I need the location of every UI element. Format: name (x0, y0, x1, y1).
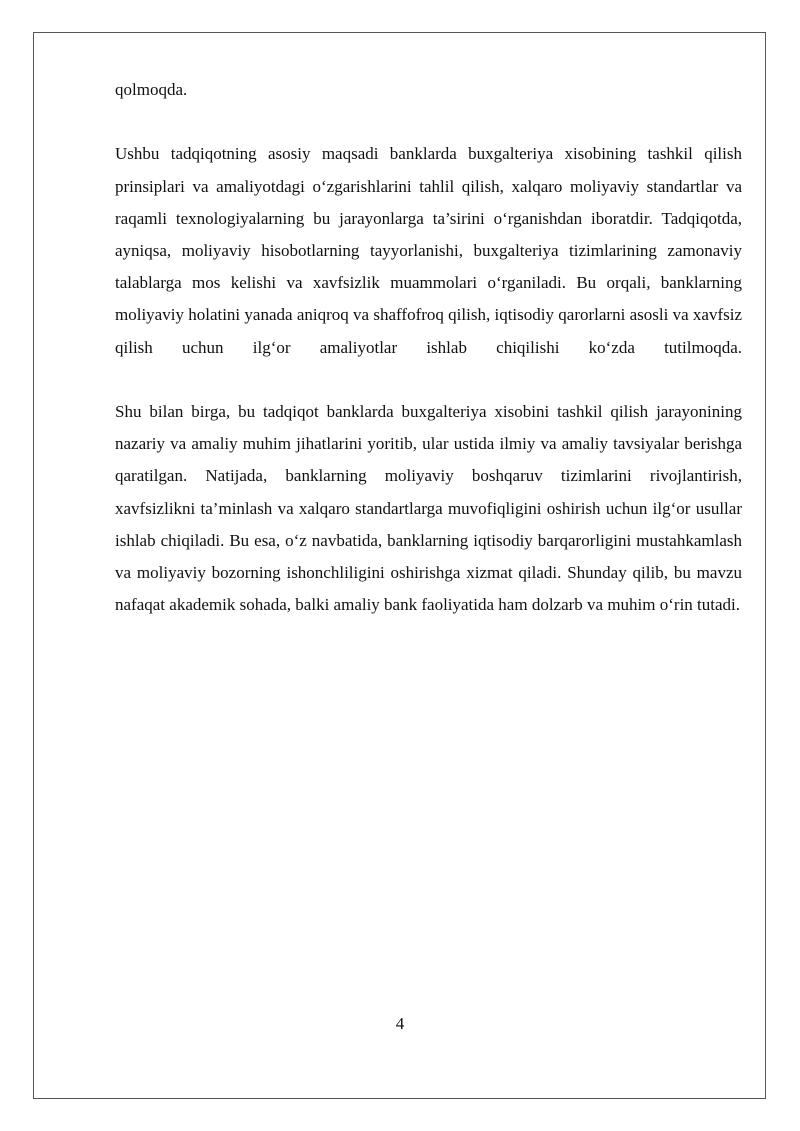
document-body (115, 74, 742, 621)
continuation-text: qolmoqda. (115, 80, 188, 99)
page-number: 4 (395, 1014, 405, 1033)
paragraph-research-scope: Shu bilan birga, bu tadqiqot banklarda buxgalteriya xisobini tashkil qilish jarayonining nazariy va amaliy muhim jihatlarini yoritib, ular ustida ilmiy va amaliy tavsiyalar berishga qaratilgan. Natijada, banklarning moliyaviy boshqaruv tizimlarini rivojlantirish, xavfsizlikni ta’minlash va xalqaro standartlarga muvofiqligini oshirish uchun ilg‘or usullar ishlab chiqiladi. Bu esa, o‘z navbatida, banklarning iqtisodiy barqarorligini mustahkamlash va moliyaviy bozorning ishonchliligini oshirishga xizmat qiladi. Shunday qilib, bu mavzu nafaqat akademik sohada, balki amaliy bank faoliyatida ham dolzarb va muhim o‘rin tutadi. (115, 402, 742, 615)
paragraph-gap (115, 364, 742, 396)
paragraph-research-goal: Ushbu tadqiqotning asosiy maqsadi banklarda buxgalteriya xisobining tashkil qilish prinsiplari va amaliyotdagi o‘zgarishlarini tahlil qilish, xalqaro moliyaviy standartlar va raqamli texnologiyalarning bu jarayonlarga ta’sirini o‘rganishdan iboratdir. Tadqiqotda, ayniqsa, moliyaviy hisobotlarning tayyorlanishi, buxgalteriya tizimlarining zamonaviy talablarga mos kelishi va xavfsizlik muammolari o‘rganiladi. Bu orqali, banklarning moliyaviy holatini yanada aniqroq va shaffofroq qilish, iqtisodiy qarorlarni asosli va xavfsiz qilish uchun ilg‘or amaliyotlar ishlab chiqilishi ko‘zda tutilmoqda. (115, 144, 742, 357)
paragraph-gap (115, 106, 742, 138)
